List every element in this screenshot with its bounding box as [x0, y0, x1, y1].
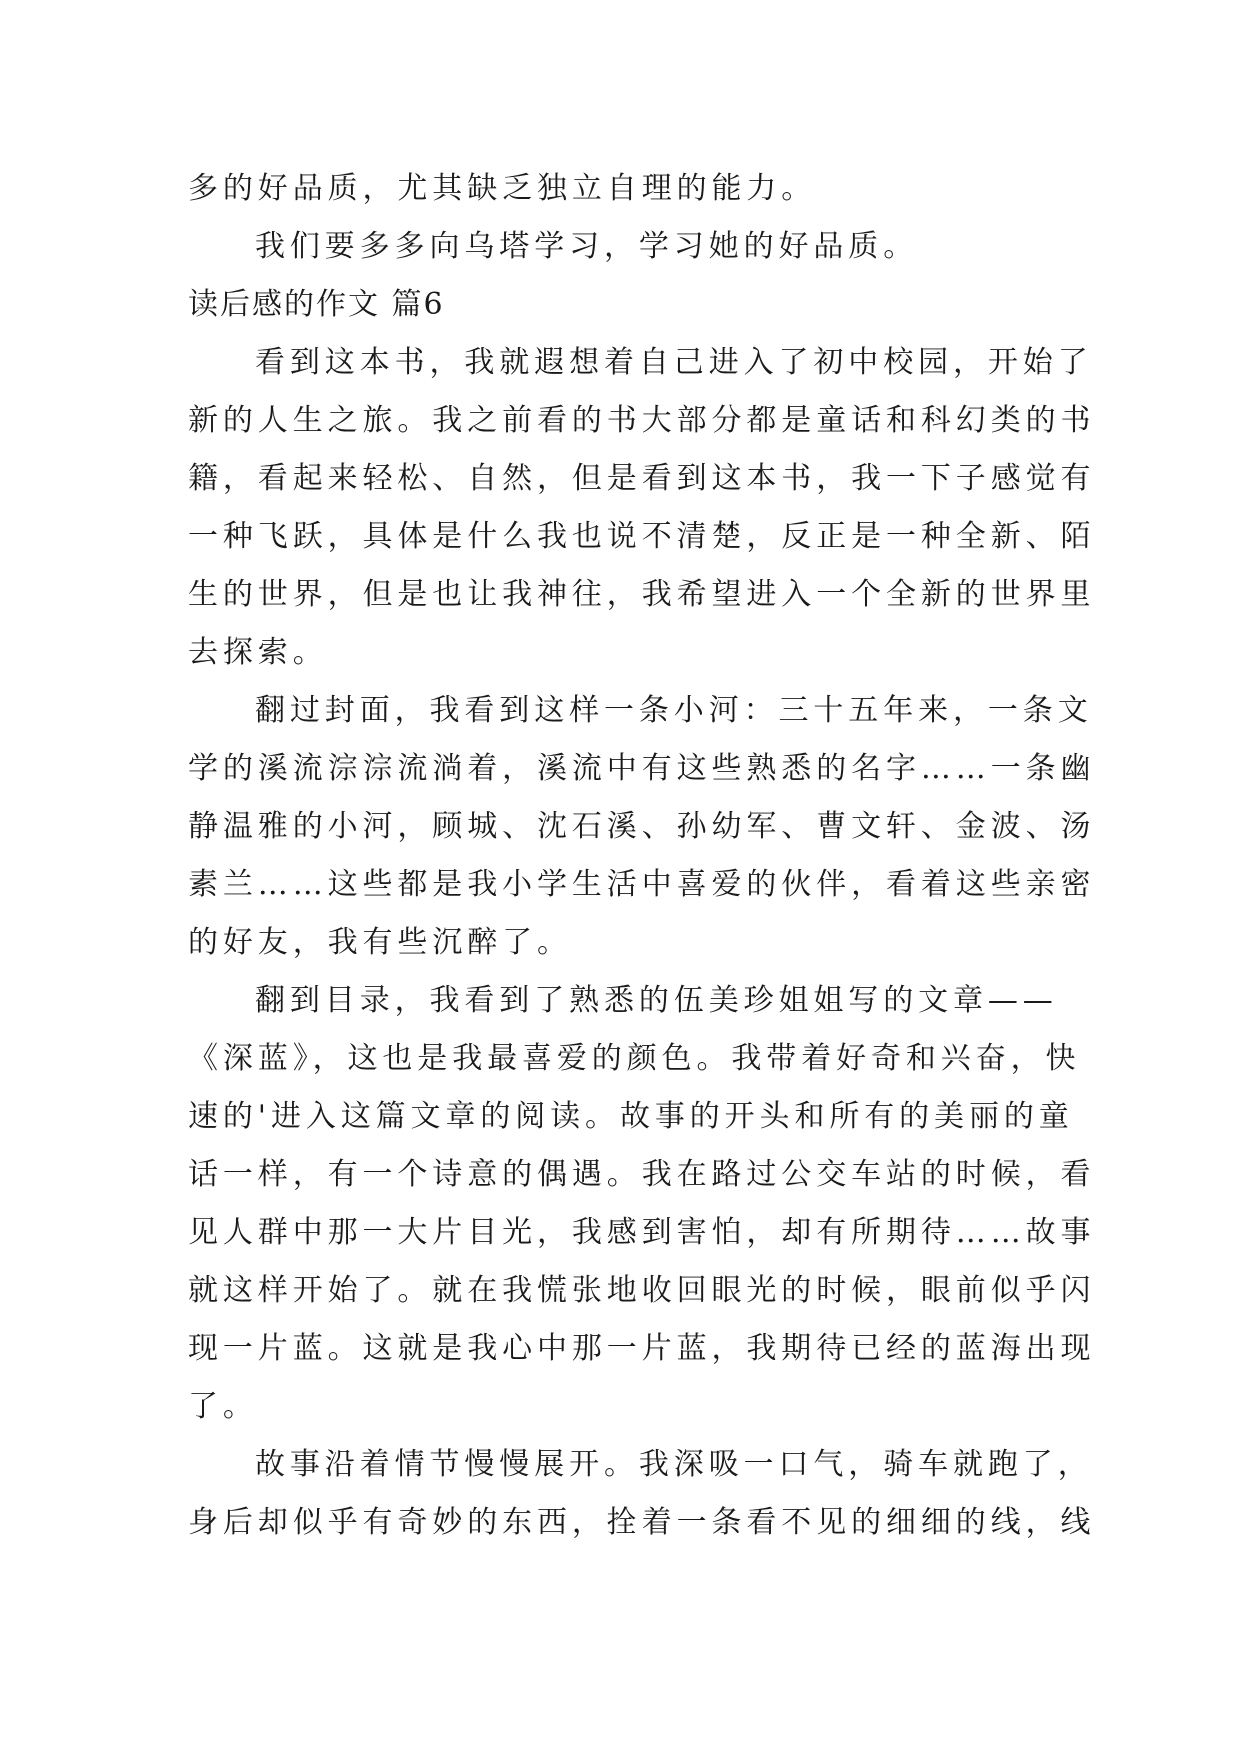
- paragraph-line: 生的世界，但是也让我神往，我希望进入一个全新的世界里: [188, 577, 1096, 612]
- paragraph-line: 籍，看起来轻松、自然，但是看到这本书，我一下子感觉有: [188, 461, 1096, 496]
- paragraph-line: 了。: [188, 1389, 258, 1424]
- paragraph-line: 一种飞跃，具体是什么我也说不清楚，反正是一种全新、陌: [188, 519, 1096, 554]
- paragraph-line: 多的好品质，尤其缺乏独立自理的能力。: [188, 171, 817, 206]
- paragraph-line: 看到这本书，我就遐想着自己进入了初中校园，开始了: [255, 345, 1093, 380]
- section-heading: 读后感的作文 篇6: [188, 287, 445, 322]
- paragraph-line: 新的人生之旅。我之前看的书大部分都是童话和科幻类的书: [188, 403, 1096, 438]
- paragraph-line: 素兰……这些都是我小学生活中喜爱的伙伴，看着这些亲密: [188, 867, 1096, 902]
- paragraph-line: 我们要多多向乌塔学习，学习她的好品质。: [255, 229, 919, 264]
- paragraph-line: 现一片蓝。这就是我心中那一片蓝，我期待已经的蓝海出现: [188, 1331, 1096, 1366]
- paragraph-line: 去探索。: [188, 635, 328, 670]
- paragraph-line: 翻过封面，我看到这样一条小河：三十五年来，一条文: [255, 693, 1093, 728]
- paragraph-line: 身后却似乎有奇妙的东西，拴着一条看不见的细细的线，线: [188, 1505, 1096, 1540]
- paragraph-line: 翻到目录，我看到了熟悉的伍美珍姐姐写的文章——: [255, 983, 1058, 1018]
- paragraph-line: 的好友，我有些沉醉了。: [188, 925, 572, 960]
- paragraph-line: 见人群中那一大片目光，我感到害怕，却有所期待……故事: [188, 1215, 1096, 1250]
- document-page: [188, 160, 1096, 1552]
- paragraph-line: 话一样，有一个诗意的偶遇。我在路过公交车站的时候，看: [188, 1157, 1096, 1192]
- paragraph-line: 学的溪流淙淙流淌着，溪流中有这些熟悉的名字……一条幽: [188, 751, 1096, 786]
- paragraph-line: 速的'进入这篇文章的阅读。故事的开头和所有的美丽的童: [188, 1099, 1074, 1134]
- paragraph-line: 故事沿着情节慢慢展开。我深吸一口气，骑车就跑了，: [255, 1447, 1093, 1482]
- paragraph-line: 静温雅的小河，顾城、沈石溪、孙幼军、曹文轩、金波、汤: [188, 809, 1096, 844]
- paragraph-line: 《深蓝》，这也是我最喜爱的颜色。我带着好奇和兴奋，快: [188, 1041, 1081, 1076]
- paragraph-line: 就这样开始了。就在我慌张地收回眼光的时候，眼前似乎闪: [188, 1273, 1096, 1308]
